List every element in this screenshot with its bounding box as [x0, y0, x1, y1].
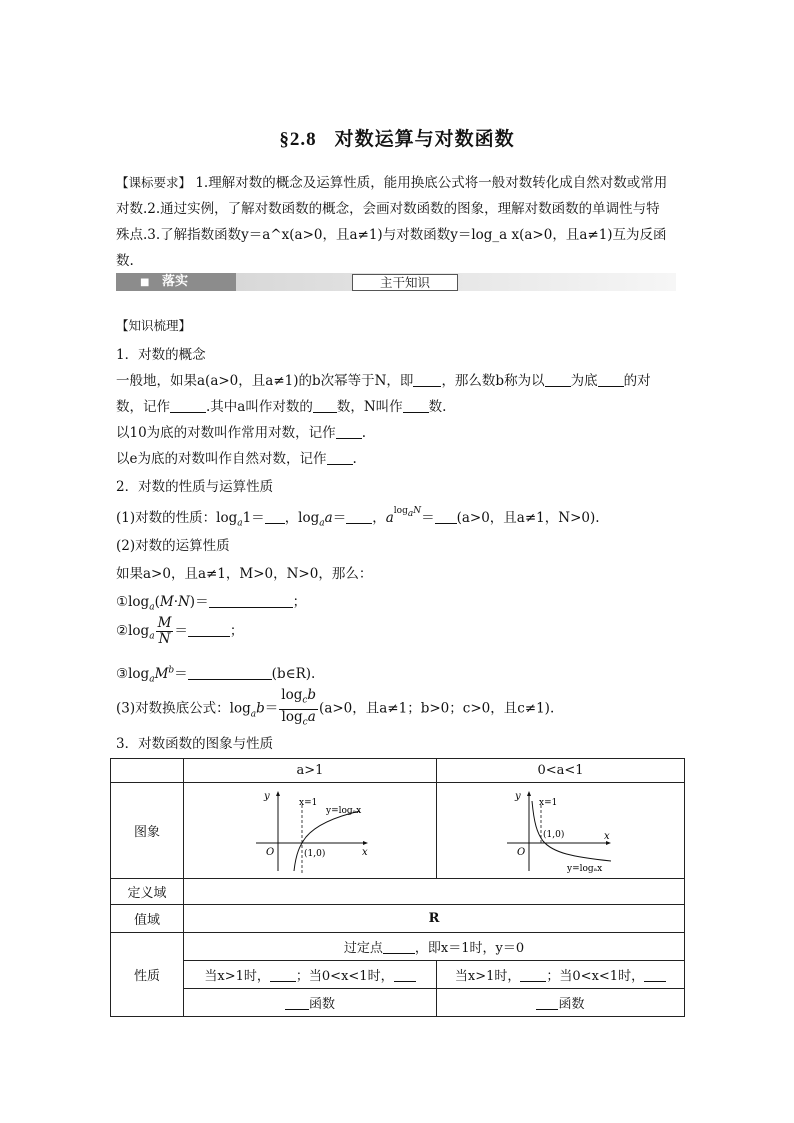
sign-cond: 当x>1时， ；当0<x<1时， — [437, 961, 685, 989]
rule-product: $①\log_a(M\cdot N)=$ ； — [116, 594, 307, 613]
fixed-point: 过定点 ，即x＝1时，y＝0 — [184, 933, 685, 961]
row-label: 性质 — [111, 933, 184, 1017]
origin-label: O — [266, 846, 275, 858]
curve-label: y=logₐx — [566, 863, 602, 874]
concept-line: 一般地，如果a(a>0，且a≠1)的b次幂等于N，即 ，那么数b称为以 为底 的对 — [116, 373, 651, 389]
row-label: 图象 — [111, 783, 184, 879]
page-title — [0, 124, 794, 151]
concept-line: 数，记作 .其中a叫作对数的 数，N叫作 数. — [116, 399, 447, 415]
col-header: 0<a<1 — [437, 759, 685, 783]
concept-line: 以e为底的对数叫作自然对数，记作 . — [116, 451, 357, 467]
sign-cond: 当x>1时， ；当0<x<1时， — [184, 961, 437, 989]
y-axis-label: y — [514, 790, 521, 802]
banner-tag: 主干知识 — [352, 274, 458, 291]
point-label: (1,0) — [542, 829, 564, 840]
banner-label: 落实 — [162, 274, 189, 289]
requirements-line: 对数.2.通过实例，了解对数函数的概念，会画对数函数的图象，理解对数函数的单调性与特 — [116, 201, 660, 217]
change-of-base: (3)对数换底公式：$\log_ab=$ $\frac{\log_cb}{\log_ca}$ (a>0，且a≠1；b>0；c>0，且c≠1). — [116, 687, 555, 728]
section-heading: 2．对数的性质与运算性质 — [116, 479, 274, 495]
section-banner — [116, 272, 676, 294]
section-number: §2.8 — [279, 129, 317, 150]
section-heading: 3．对数函数的图象与性质 — [116, 736, 274, 752]
requirements-label: 【课标要求】 — [116, 175, 192, 190]
section-heading: 1．对数的概念 — [116, 347, 206, 363]
requirements-line: 1.理解对数的概念及运算性质，能用换底公式将一般对数转化成自然对数或常用 — [195, 175, 668, 191]
concept-line: 以10为底的对数叫作常用对数，记作 . — [116, 425, 366, 441]
ops-label: (2)对数的运算性质 — [116, 538, 230, 554]
col-header: a>1 — [184, 759, 437, 783]
ops-condition: 如果a>0，且a≠1，M>0，N>0，那么： — [116, 566, 373, 582]
monotonic: 函数 — [184, 989, 437, 1017]
monotonic: 函数 — [437, 989, 685, 1017]
asymptote-label: x=1 — [538, 797, 557, 808]
property-line: (1)对数的性质：$\log_a1=$ ，$\log_aa=$ ，$a^{log_aN}= (a>0$，且a≠1，N>0). — [116, 505, 600, 529]
requirements-block — [116, 170, 678, 274]
knowledge-label: 【知识梳理】 — [116, 318, 192, 333]
y-axis-label: y — [264, 790, 270, 802]
row-label: 定义域 — [111, 879, 184, 905]
graph-increasing — [184, 783, 437, 879]
rule-power: $③\log_aM^b=$ (b∈R). — [116, 665, 316, 685]
log-function-table — [110, 758, 685, 1017]
x-axis-label: x — [603, 830, 610, 842]
x-axis-label: x — [362, 846, 368, 858]
graph-decreasing — [437, 783, 685, 879]
range-value: R — [184, 905, 685, 933]
bullet-icon: ■ — [140, 277, 150, 288]
requirements-line: 殊点.3.了解指数函数y＝a^x(a>0，且a≠1)与对数函数y＝log_a x(a>0，且a≠1)互为反函数. — [116, 227, 667, 269]
rule-quotient: $②\log_a$ $\frac{M}{N}$ ＝ ； — [116, 615, 244, 647]
curve-label: y=logₐx — [326, 805, 362, 816]
row-label: 值域 — [111, 905, 184, 933]
point-label: (1,0) — [304, 848, 326, 859]
origin-label: O — [516, 846, 525, 858]
asymptote-label: x=1 — [299, 797, 318, 808]
section-title: 对数运算与对数函数 — [334, 128, 515, 150]
